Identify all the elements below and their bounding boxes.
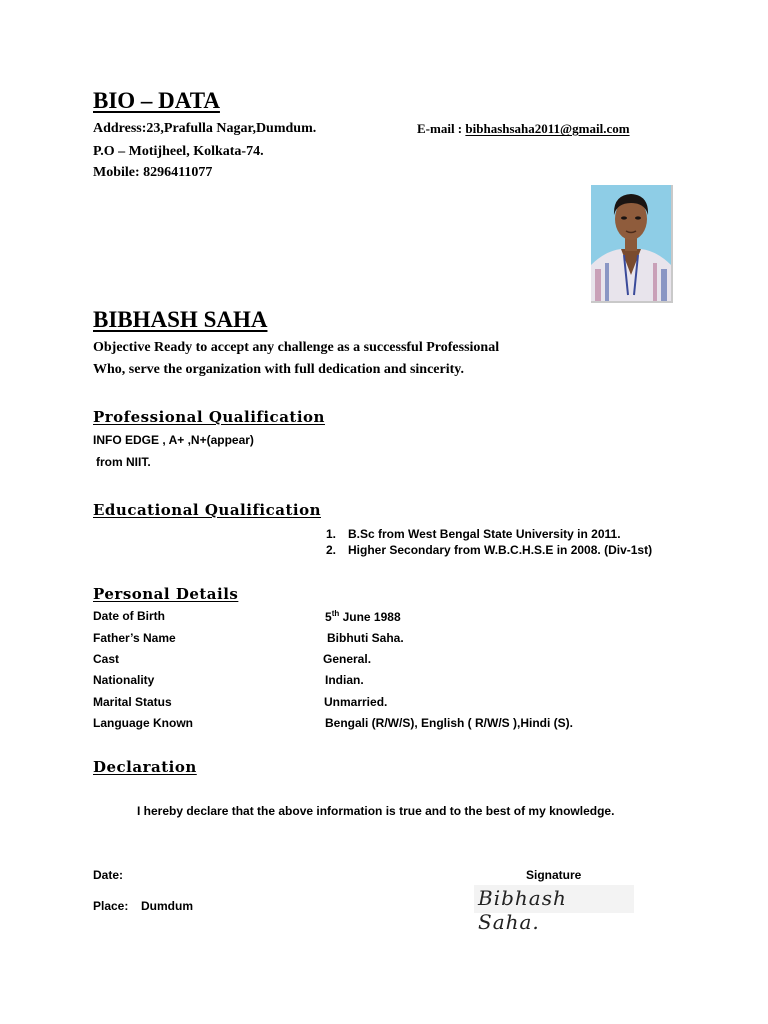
personal-value-nationality: Indian. <box>325 673 364 687</box>
education-item-num: 1. <box>326 527 337 541</box>
personal-value-dob: 5th June 1988 <box>325 609 401 624</box>
place-value: Dumdum <box>141 899 193 913</box>
education-item-num: 2. <box>326 543 337 557</box>
objective-line-1: Objective Ready to accept any challenge as a successful Professional <box>93 340 500 355</box>
education-item: B.Sc from West Bengal State University in 2011. <box>348 527 621 541</box>
email-label: E-mail : <box>417 121 466 136</box>
declaration-text: I hereby declare that the above information is true and to the best of my knowledge. <box>137 804 615 818</box>
personal-value-cast: General. <box>323 652 372 666</box>
candidate-name: BIBHASH SAHA <box>93 307 268 332</box>
professional-line-2: from NIIT. <box>96 455 151 469</box>
personal-value-language: Bengali (R/W/S), English ( R/W/S ),Hindi (S). <box>325 716 573 730</box>
signature-label: Signature <box>526 868 582 882</box>
profile-photo <box>591 185 673 303</box>
email <box>417 121 630 137</box>
page-title: BIO – DATA <box>93 88 220 113</box>
place-label: Place: <box>93 899 129 913</box>
professional-heading: Professional Qualification <box>93 408 325 426</box>
personal-label-nationality: Nationality <box>93 673 155 687</box>
personal-heading: Personal Details <box>93 585 239 603</box>
personal-label-cast: Cast <box>93 652 120 666</box>
signature-image <box>474 885 634 934</box>
mobile: Mobile: 8296411077 <box>93 165 213 180</box>
educational-heading: Educational Qualification <box>93 501 321 519</box>
signature-text: Bibhash Saha. <box>478 886 567 934</box>
address-line-1: Address:23,Prafulla Nagar,Dumdum. <box>93 121 317 136</box>
personal-label-father: Father’s Name <box>93 631 176 645</box>
personal-value-marital: Unmarried. <box>324 695 388 709</box>
personal-value-father: Bibhuti Saha. <box>327 631 404 645</box>
date-label: Date: <box>93 868 124 882</box>
education-item: Higher Secondary from W.B.C.H.S.E in 2008. (Div-1st) <box>348 543 653 557</box>
email-link[interactable]: bibhashsaha2011@gmail.com <box>465 121 630 136</box>
professional-line-1: INFO EDGE , A+ ,N+(appear) <box>93 433 254 447</box>
personal-label-language: Language Known <box>93 716 193 730</box>
address-line-2: P.O – Motijheel, Kolkata-74. <box>93 144 264 159</box>
objective-line-2: Who, serve the organization with full dedication and sincerity. <box>93 362 464 377</box>
personal-label-marital: Marital Status <box>93 695 172 709</box>
declaration-heading: Declaration <box>93 758 197 776</box>
personal-label-dob: Date of Birth <box>93 609 165 623</box>
